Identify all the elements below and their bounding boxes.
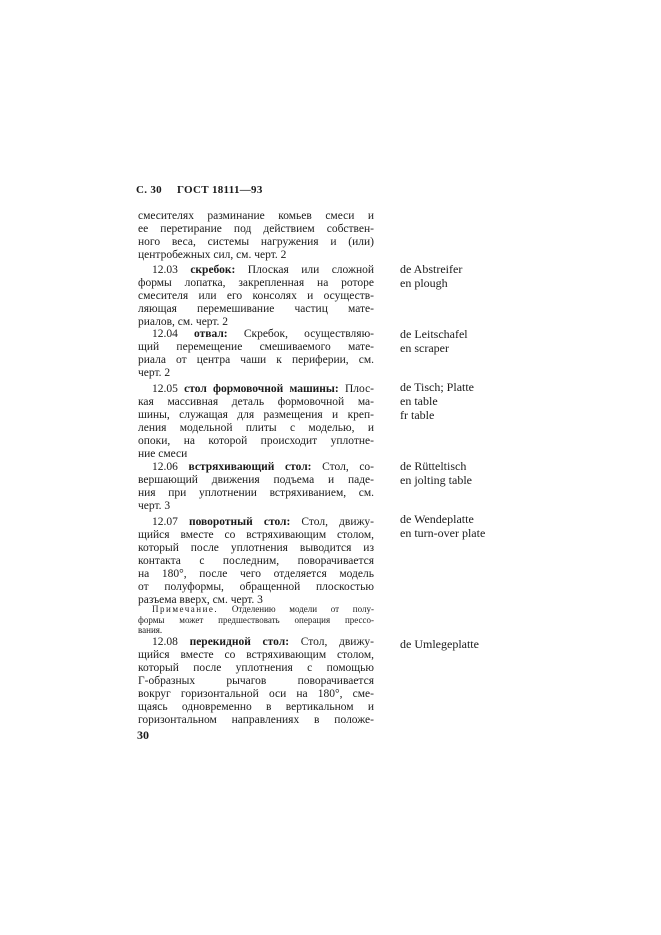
text-line: риалов, см. черт. 2 <box>138 316 229 328</box>
page-label: С. 30 <box>136 184 162 196</box>
intro-paragraph <box>138 210 374 262</box>
entry-12-03 <box>138 264 374 329</box>
foreign-term: de Wendeplatte <box>400 512 474 526</box>
text-line: ее перетирание под действием собствен- <box>138 223 374 235</box>
text-line: ления модельной плиты с моделью, и <box>138 422 374 434</box>
page-header <box>136 184 275 196</box>
text-line: риала от центра чаши к периферии, см. <box>138 354 374 366</box>
foreign-terms-12-06 <box>400 459 600 487</box>
entry-first-line <box>138 383 374 396</box>
entry-first-line <box>138 328 374 341</box>
entry-12-06 <box>138 461 374 513</box>
text-line: ния при уплотнении встряхиванием, см. <box>138 487 374 499</box>
text-line: щийся вместе со встряхивающим столом, <box>138 529 374 541</box>
foreign-term: en table <box>400 394 438 408</box>
entry-12-07 <box>138 516 374 607</box>
foreign-terms-12-04 <box>400 327 600 355</box>
foreign-term: en scraper <box>400 341 449 355</box>
foreign-term: de Abstreifer <box>400 262 463 276</box>
text-line: Скребок, осуществляю- <box>243 328 374 340</box>
entry-term: скребок: <box>190 264 236 276</box>
foreign-term: fr table <box>400 408 435 422</box>
note-label: Примечание. <box>152 604 219 614</box>
entry-12-04 <box>138 328 374 380</box>
text-line: разъема вверх, см. черт. 3 <box>138 594 263 606</box>
text-line: опоки, на которой происходит уплотне- <box>138 435 374 447</box>
entry-number: 12.05 <box>152 383 178 395</box>
text-line: Г-образных рычагов поворачивается <box>138 675 374 687</box>
entry-12-08 <box>138 636 374 727</box>
text-line: вершающий движения подъема и паде- <box>138 474 374 486</box>
text-line: который после уплотнения с помощью <box>138 662 374 674</box>
text-line: ного веса, системы нагружения и (или) <box>138 236 374 248</box>
entry-number: 12.07 <box>152 516 178 528</box>
text-line: формы может предшествовать операция прессо- <box>138 614 374 625</box>
foreign-term: en plough <box>400 276 448 290</box>
text-line: ние смеси <box>138 448 188 460</box>
entry-term: поворотный стол: <box>188 516 291 528</box>
foreign-terms-12-07 <box>400 512 600 540</box>
foreign-terms-12-08 <box>400 637 600 651</box>
foreign-terms-12-03 <box>400 262 600 290</box>
entry-first-line <box>138 516 374 529</box>
text-line: ляющая перемешивание частиц мате- <box>138 303 374 315</box>
standard-code: ГОСТ 18111—93 <box>177 184 263 196</box>
entry-first-line <box>138 461 374 474</box>
text-line: Стол, движу- <box>301 516 375 528</box>
text-line: Плоская или сложной <box>247 264 375 276</box>
text-line: формы лопатка, закрепленная на роторе <box>138 277 374 289</box>
text-line: от полуформы, обращенной плоскостью <box>138 581 374 593</box>
text-line: вания. <box>138 625 163 635</box>
entry-term: стол формовочной машины: <box>184 383 339 395</box>
foreign-term: en jolting table <box>400 473 472 487</box>
text-line: черт. 3 <box>138 500 171 512</box>
text-line: кая массивная деталь формовочной ма- <box>138 396 374 408</box>
text-line: смесителя или его консолях и осуществ- <box>138 290 374 302</box>
foreign-term: de Umlegeplatte <box>400 637 479 651</box>
text-line: щий перемещение смешиваемого мате- <box>138 341 374 353</box>
text-line: контакта с последним, поворачивается <box>138 555 374 567</box>
entry-first-line <box>138 636 374 649</box>
page-number: 30 <box>137 728 149 742</box>
entry-number: 12.04 <box>152 328 178 340</box>
entry-term: отвал: <box>194 328 228 340</box>
text-line: Отделению модели от полу- <box>231 604 374 614</box>
entry-first-line <box>138 264 374 277</box>
text-line: черт. 2 <box>138 367 171 379</box>
entry-number: 12.06 <box>152 461 178 473</box>
text-line: щаясь одновременно в вертикальном и <box>138 701 374 713</box>
foreign-term: de Tisch; Platte <box>400 380 475 394</box>
text-line: центробежных сил, см. черт. 2 <box>138 249 287 261</box>
entry-number: 12.03 <box>152 264 178 276</box>
text-line: смесителях разминание комьев смеси и <box>138 210 374 222</box>
entry-12-05 <box>138 383 374 461</box>
text-line: горизонтальном направлениях в положе- <box>138 714 374 726</box>
entry-number: 12.08 <box>152 636 178 648</box>
entry-term: перекидной стол: <box>189 636 290 648</box>
note-paragraph <box>138 604 374 636</box>
foreign-term: en turn-over plate <box>400 526 486 540</box>
text-line: Плос- <box>345 383 375 395</box>
foreign-term: de Leitschafel <box>400 327 468 341</box>
text-line: шины, служащая для размещения и креп- <box>138 409 374 421</box>
entry-term: встряхивающий стол: <box>188 461 312 473</box>
foreign-term: de Rütteltisch <box>400 459 467 473</box>
text-line: Стол, движу- <box>300 636 374 648</box>
note-first-line <box>138 604 374 615</box>
text-line: на 180°, после чего отделяется модель <box>138 568 374 580</box>
foreign-terms-12-05 <box>400 380 600 422</box>
text-line: Стол, со- <box>322 461 375 473</box>
text-line: вокруг горизонтальной оси на 180°, сме- <box>138 688 374 700</box>
text-line: щийся вместе со встряхивающим столом, <box>138 649 374 661</box>
text-line: который после уплотнения выводится из <box>138 542 374 554</box>
